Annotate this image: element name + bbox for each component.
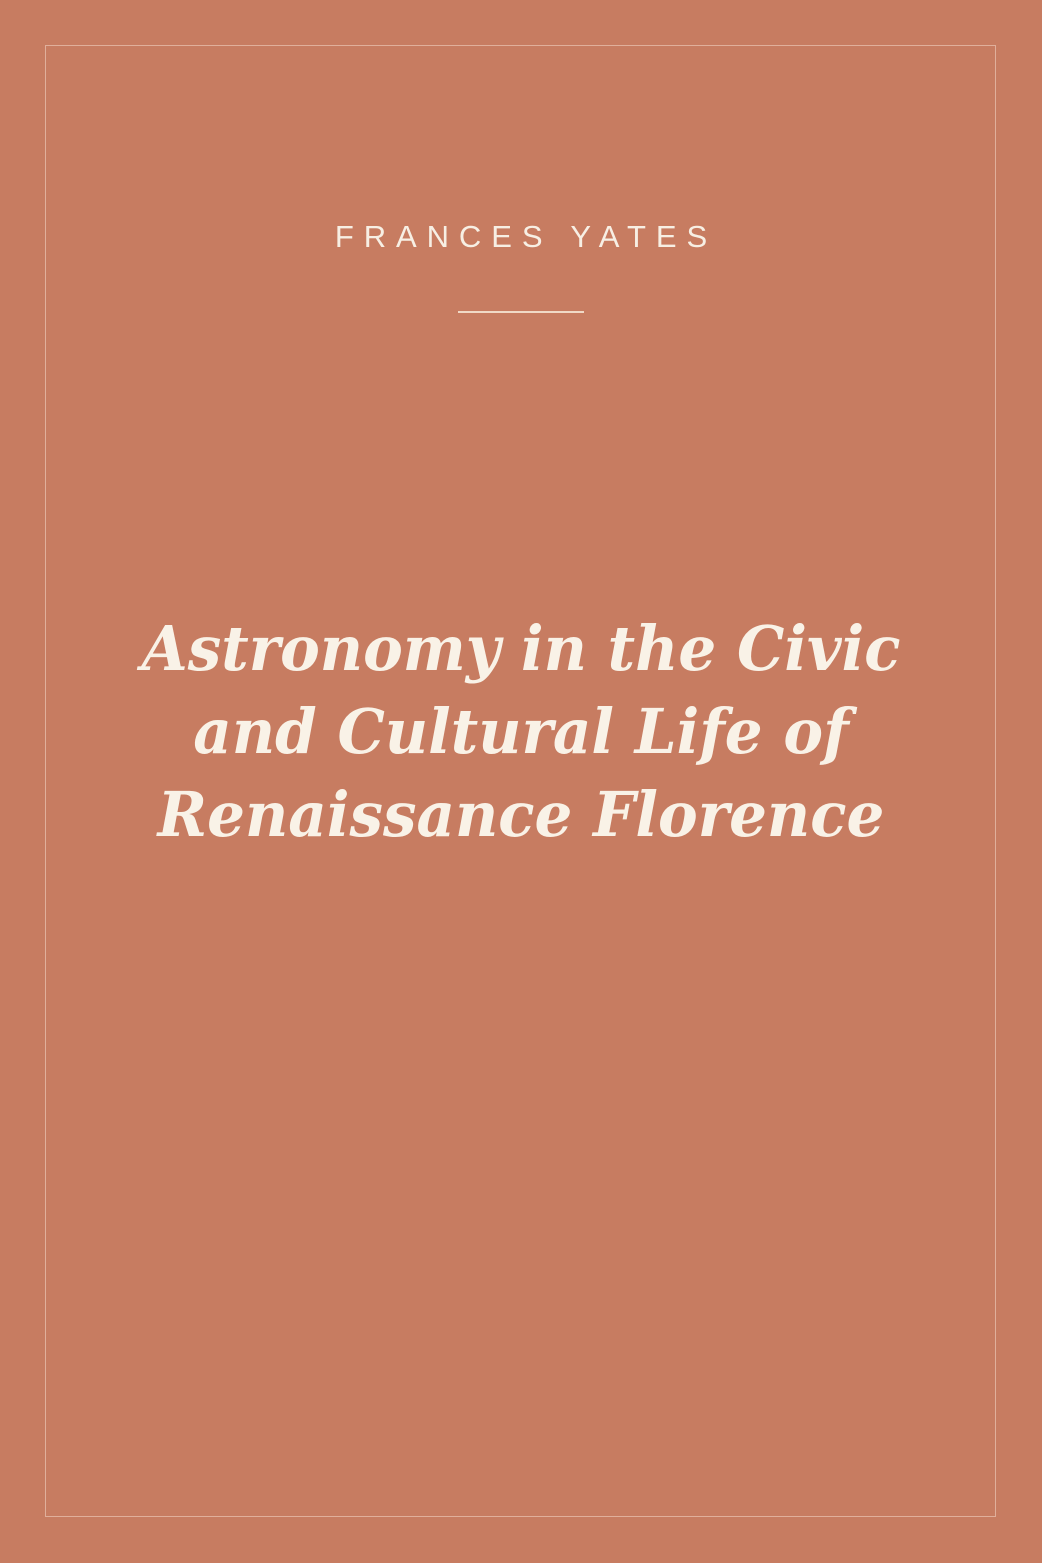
title-line-1: Astronomy in the Civic	[141, 612, 901, 685]
divider-line	[458, 311, 584, 313]
book-title	[40, 607, 1002, 856]
title-line-2: and Cultural Life of	[193, 695, 849, 768]
title-line-3: Renaissance Florence	[157, 778, 885, 851]
author-name: FRANCES YATES	[334, 219, 718, 254]
